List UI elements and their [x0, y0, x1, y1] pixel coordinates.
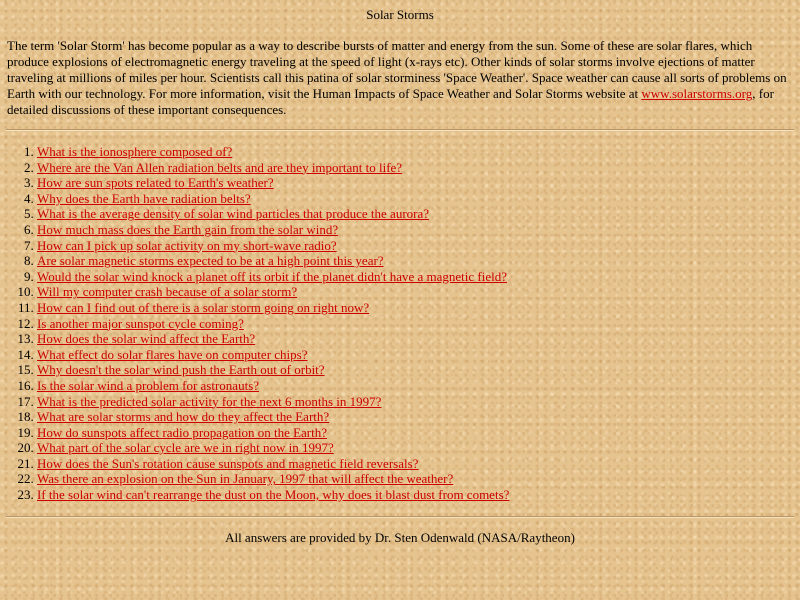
question-item [37, 175, 800, 191]
intro-paragraph [7, 38, 792, 118]
question-link[interactable]: Where are the Van Allen radiation belts and are they important to life? [37, 159, 403, 175]
question-item [37, 378, 800, 394]
question-link[interactable]: What is the predicted solar activity for the next 6 months in 1997? [37, 393, 382, 409]
page-title: Solar Storms [366, 7, 434, 22]
question-item [37, 284, 800, 300]
question-link[interactable]: What is the average density of solar wind particles that produce the aurora? [37, 206, 430, 222]
question-item [37, 362, 800, 378]
question-item [37, 269, 800, 285]
question-link[interactable]: How does the solar wind affect the Earth? [37, 331, 256, 347]
question-item [37, 238, 800, 254]
question-item [37, 206, 800, 222]
question-item [37, 394, 800, 410]
question-list [0, 144, 800, 503]
question-link[interactable]: Is the solar wind a problem for astronauts? [37, 377, 260, 393]
intro-text-end: , for detailed discussions of these important consequences. [7, 86, 774, 117]
question-item [37, 191, 800, 207]
question-link[interactable]: Are solar magnetic storms expected to be at a high point this year? [37, 253, 384, 269]
question-link[interactable]: How much mass does the Earth gain from the solar wind? [37, 221, 339, 237]
question-item [37, 347, 800, 363]
question-link[interactable]: How can I find out of there is a solar storm going on right now? [37, 299, 370, 315]
question-link[interactable]: Was there an explosion on the Sun in January, 1997 that will affect the weather? [37, 471, 454, 487]
question-link[interactable]: If the solar wind can't rearrange the dust on the Moon, why does it blast dust from comets? [37, 487, 510, 503]
question-item [37, 160, 800, 176]
question-link[interactable]: What is the ionosphere composed of? [37, 144, 233, 159]
question-item [37, 487, 800, 503]
question-link[interactable]: Is another major sunspot cycle coming? [37, 315, 244, 331]
question-item [37, 222, 800, 238]
question-link[interactable]: How are sun spots related to Earth's weather? [37, 175, 274, 191]
divider-bottom [6, 516, 794, 518]
question-item [37, 440, 800, 456]
question-item [37, 409, 800, 425]
question-link[interactable]: Would the solar wind knock a planet off its orbit if the planet didn't have a magnetic field? [37, 268, 508, 284]
question-item [37, 253, 800, 269]
solarstorms-link[interactable]: www.solarstorms.org [641, 86, 753, 101]
intro-text: The term 'Solar Storm' has become popular as a way to describe bursts of matter and energy from the sun. Some of these are solar flares, which produce explosions of electromagnetic energy traveling at the speed of light (x-rays etc). Other kinds of solar storms involve ejections of matter traveling at millions of miles per hour. Scientists call this patina of solar storminess 'Space Weather'. Space weather can cause all sorts of problems on Earth with our technology. For more information, visit the Human Impacts of Space Weather and Solar Storms website at [7, 38, 787, 101]
question-link[interactable]: Why doesn't the solar wind push the Earth out of orbit? [37, 362, 325, 378]
divider-top [6, 129, 794, 131]
question-item [37, 300, 800, 316]
question-item [37, 316, 800, 332]
question-item [37, 144, 800, 160]
question-item [37, 471, 800, 487]
question-link[interactable]: Will my computer crash because of a solar storm? [37, 284, 298, 300]
question-link[interactable]: How do sunspots affect radio propagation on the Earth? [37, 424, 328, 440]
question-link[interactable]: What are solar storms and how do they affect the Earth? [37, 409, 330, 425]
credit-line: All answers are provided by Dr. Sten Odenwald (NASA/Raytheon) [225, 529, 575, 545]
question-item [37, 331, 800, 347]
question-link[interactable]: How does the Sun's rotation cause sunspots and magnetic field reversals? [37, 455, 419, 471]
question-link[interactable]: What part of the solar cycle are we in right now in 1997? [37, 440, 334, 456]
question-item [37, 456, 800, 472]
question-link[interactable]: What effect do solar flares have on computer chips? [37, 346, 308, 362]
question-item [37, 425, 800, 441]
question-link[interactable]: How can I pick up solar activity on my short-wave radio? [37, 237, 337, 253]
question-link[interactable]: Why does the Earth have radiation belts? [37, 190, 251, 206]
